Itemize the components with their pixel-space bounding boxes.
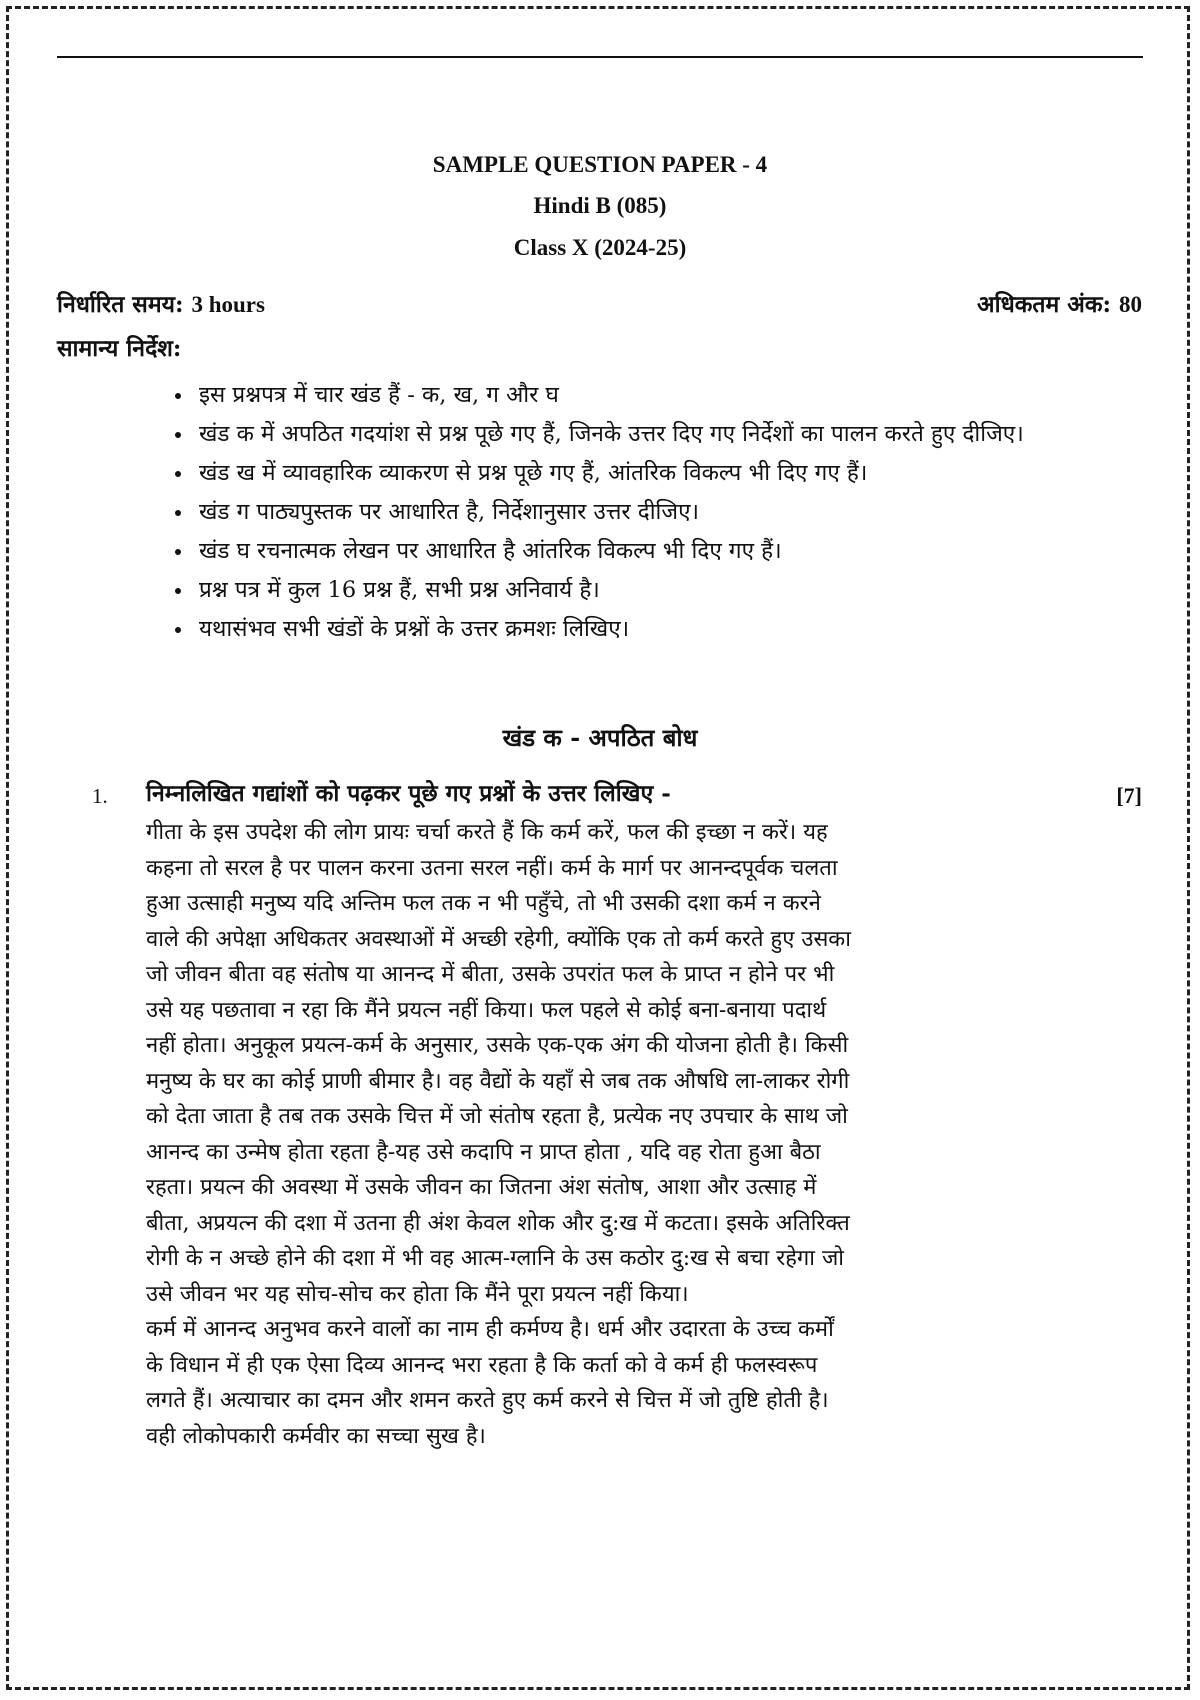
marks-value: 80 (1119, 292, 1142, 317)
passage-line: कर्म में आनन्द अनुभव करने वालों का नाम ही कर्मण्य है। धर्म और उदारता के उच्च कर्मों (146, 1317, 834, 1342)
time-allowed (57, 290, 265, 320)
question-prompt: निम्नलिखित गद्यांशों को पढ़कर पूछे गए प्रश्नों के उत्तर लिखिए - (146, 780, 671, 807)
passage-line: बीता, अप्रयत्न की दशा में उतना ही अंश केवल शोक और दु:ख में कटता। इसके अतिरिक्त (146, 1210, 850, 1236)
passage-line: गीता के इस उपदेश की लोग प्रायः चर्चा करते हैं कि कर्म करें, फल की इच्छा न करें। यह (146, 820, 828, 845)
passage-line: वही लोकोपकारी कर्मवीर का सच्चा सुख है। (146, 1423, 486, 1449)
passage-line: उसे जीवन भर यह सोच-सोच कर होता कि मैंने पूरा प्रयत्न नहीं किया। (146, 1281, 689, 1307)
time-label: निर्धारित समय: (57, 291, 184, 318)
passage-line: रोगी के न अच्छे होने की दशा में भी वह आत्म-ग्लानि के उस कठोर दु:ख से बचा रहेगा जो (146, 1246, 844, 1271)
passage (146, 815, 1106, 1454)
instruction-item: खंड घ रचनात्मक लेखन पर आधारित है आंतरिक विकल्प भी दिए गए हैं। (175, 534, 1145, 568)
section-heading: खंड क - अपठित बोध (502, 723, 698, 752)
instruction-item: खंड ख में व्यावहारिक व्याकरण से प्रश्न पूछे गए हैं, आंतरिक विकल्प भी दिए गए हैं। (175, 456, 1145, 490)
instructions-list (175, 378, 1145, 651)
marks-label: अधिकतम अंक: (977, 291, 1111, 318)
passage-line: को देता जाता है तब तक उसके चित्त में जो संतोष रहता है, प्रत्येक नए उपचार के साथ जो (146, 1104, 848, 1129)
question-marks: [7] (1116, 783, 1142, 808)
instruction-item: यथासंभव सभी खंडों के प्रश्नों के उत्तर क्रमशः लिखिए। (175, 612, 1145, 646)
passage-line: रहता। प्रयत्न की अवस्था में उसके जीवन का जितना अंश संतोष, आशा और उत्साह में (146, 1175, 817, 1200)
time-value: 3 hours (191, 292, 265, 317)
paper-subject: Hindi B (085) (533, 193, 667, 218)
paper-class: Class X (2024-25) (513, 235, 687, 260)
instruction-item: खंड ग पाठ्यपुस्तक पर आधारित है, निर्देशानुसार उत्तर दीजिए। (175, 495, 1145, 529)
instruction-item: इस प्रश्नपत्र में चार खंड हैं - क, ख, ग और घ (175, 378, 1145, 412)
passage-line: जो जीवन बीता वह संतोष या आनन्द में बीता, उसके उपरांत फल के प्राप्त न होने पर भी (146, 962, 835, 987)
passage-line: मनुष्य के घर का कोई प्राणी बीमार है। वह वैद्यों के यहाँ से जब तक औषधि ला-लाकर रोगी (146, 1068, 850, 1094)
passage-line: लगते हैं। अत्याचार का दमन और शमन करते हुए कर्म करने से चित्त में जो तुष्टि होती है। (146, 1388, 829, 1413)
instructions-heading: सामान्य निर्देश: (57, 335, 182, 362)
instruction-item: खंड क में अपठित गदयांश से प्रश्न पूछे गए हैं, जिनके उत्तर दिए गए निर्देशों का पालन करते हुए दीजिए। (175, 417, 1145, 451)
passage-line: आनन्द का उन्मेष होता रहता है-यह उसे कदापि न प्राप्त होता , यदि वह रोता हुआ बैठा (146, 1139, 821, 1165)
passage-line: वाले की अपेक्षा अधिकतर अवस्थाओं में अच्छी रहेगी, क्योंकि एक तो कर्म करते हुए उसका (146, 926, 851, 952)
paper-title: SAMPLE QUESTION PAPER - 4 (432, 152, 768, 177)
passage-line: नहीं होता। अनुकूल प्रयत्न-कर्म के अनुसार, उसके एक-एक अंग की योजना होती है। किसी (146, 1033, 849, 1058)
passage-line: हुआ उत्साही मनुष्य यदि अन्तिम फल तक न भी पहुँचे, तो भी उसकी दशा कर्म न करने (146, 891, 821, 916)
header-rule (57, 56, 1143, 58)
question-number: 1. (92, 784, 108, 808)
passage-line: कहना तो सरल है पर पालन करना उतना सरल नहीं। कर्म के मार्ग पर आनन्दपूर्वक चलता (146, 855, 838, 881)
maximum-marks (977, 290, 1142, 320)
passage-line: उसे यह पछतावा न रहा कि मैंने प्रयत्न नहीं किया। फल पहले से कोई बना-बनाया पदार्थ (146, 997, 827, 1023)
passage-line: के विधान में ही एक ऐसा दिव्य आनन्द भरा रहता है कि कर्ता को वे कर्म ही फलस्वरूप (146, 1352, 818, 1378)
instruction-item: प्रश्न पत्र में कुल 16 प्रश्न हैं, सभी प्रश्न अनिवार्य है। (175, 573, 1145, 607)
